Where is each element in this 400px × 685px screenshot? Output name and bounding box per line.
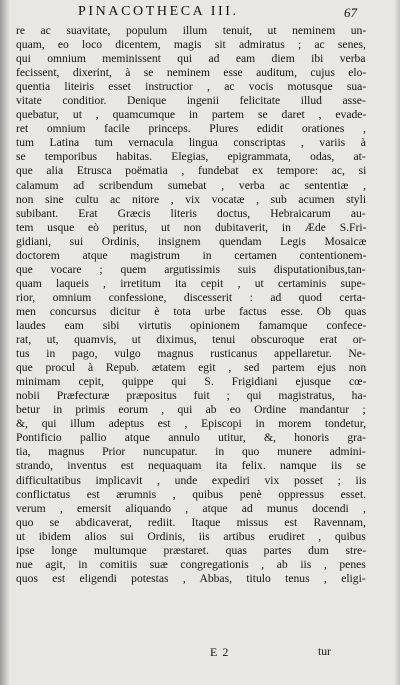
gutter-shadow	[0, 0, 10, 685]
text-line: vitate conditior. Denique ingenii felicitate illud asse-	[16, 94, 366, 108]
running-title: PINACOTHECA III.	[78, 4, 239, 19]
text-line: que vocare ; quem argutissimis suis disputationibus,tan-	[16, 262, 366, 276]
text-line: doctorem atque magistrum in certamen contentionem-	[16, 248, 367, 262]
text-line: gidiani, sui Ordinis, insignem quendam Legis Mosaicæ	[16, 234, 367, 248]
text-line: quos est eligendi potestas , Abbas, titulo tenus , eligi-	[16, 571, 366, 585]
page-number: 67	[344, 5, 357, 20]
text-line: que alia Etrusca poëmatia , fundebat ex tempore: ac, si	[16, 164, 367, 178]
text-line: laudes eam sibi virtutis opinionem famamque confece-	[16, 318, 367, 332]
text-line: betur in primis eorum , qui ab eo Ordine mandantur ;	[16, 403, 366, 417]
text-line: nobii Præfecturæ præpositus fuit ; qui magistratus, ha-	[16, 389, 367, 403]
text-line: nue agit, in comitiis suæ congregationis , ab iis , penes	[16, 557, 366, 571]
text-line: se temporibus habitas. Elegias, epigrammata, odas, at-	[16, 150, 366, 164]
text-line: minimam cepit, quippe qui S. Frigidiani ejusque cœ-	[16, 375, 367, 389]
text-line: &, qui illum adeptus est , Episcopi in morem tondetur,	[16, 417, 366, 431]
text-line: Pontificio pallio atque annulo utitur, &, honoris gra-	[16, 431, 366, 445]
text-line: subibant. Erat Græcis literis doctus, Hebraicarum au-	[16, 206, 366, 220]
text-line: ut ibidem alios sui Ordinis, iis artibus erudiret , quibus	[16, 529, 366, 543]
text-line: quam, eo loco dicentem, magis sit admiratus ; ac senes,	[16, 38, 366, 52]
catchword: tur	[318, 645, 331, 658]
text-line: quentia liteiris esset instructior , ac vocis motusque sua-	[16, 80, 367, 94]
text-line: rior, omnium confessione, discesserit : ad quod certa-	[16, 290, 366, 304]
text-line: rat, ut, quamvis, ut diximus, tenui obscuroque erat or-	[16, 333, 366, 347]
text-line: conflictatus est ærumnis , quibus penè oppressus esset.	[16, 487, 367, 501]
text-line: ret omnium facile princeps. Plures edidit orationes ,	[16, 122, 366, 136]
text-line: que procul à Repub. ætatem egit , sed partem ejus non	[16, 361, 367, 375]
text-line: tum Latina tum vernacula lingua conscriptas , variis à	[16, 136, 366, 150]
text-line: men concursus dicitur è tota urbe factus esse. Ob quas	[16, 304, 367, 318]
text-line: verum , emersit aliquando , atque ad munus docendi ,	[16, 501, 366, 515]
text-line: quebatur, ut , quamcumque in partem se daret , evade-	[16, 108, 367, 122]
text-line: tem usque eò peritus, ut non dubitaverit, in Æde S.Fri-	[16, 220, 367, 234]
text-line: tia, magnus Prior nuncupatur. in quo munere admini-	[16, 445, 366, 459]
text-line: difficultatibus implicavit , unde expediri vix posset ; iis	[16, 473, 367, 487]
text-line: quam laqueis , irretitum ita cepit , ut certaminis supe-	[16, 276, 366, 290]
text-line: quo se abdicaverat, rediit. Itaque missus est Ravennam,	[16, 515, 366, 529]
body-text	[16, 24, 366, 586]
text-line: tus in pago, vulgo magnus rusticanus appellaretur. Ne-	[16, 347, 366, 361]
page-edge-shadow	[394, 0, 400, 685]
text-line: fecissent, dixerint, à se neminem esse auditum, cujus elo-	[16, 66, 367, 80]
text-line: qui omnium meminissent qui ad eam diem ibi verba	[16, 52, 366, 66]
signature-mark: E 2	[210, 645, 230, 659]
text-line: calamum ad scribendum sumebat , verba ac sententiæ ,	[16, 178, 366, 192]
text-line: strando, inventus est nequaquam ita felix. namque iis se	[16, 459, 366, 473]
running-head	[0, 4, 400, 22]
text-line: re ac suavitate, populum illum tenuit, ut neminem un-	[16, 24, 367, 37]
text-line: ipse longe multumque præstaret. quas partes dum stre-	[16, 543, 367, 557]
text-line: non sine cultu ac nitore , vix vocatæ , sub acumen styli	[16, 192, 367, 206]
